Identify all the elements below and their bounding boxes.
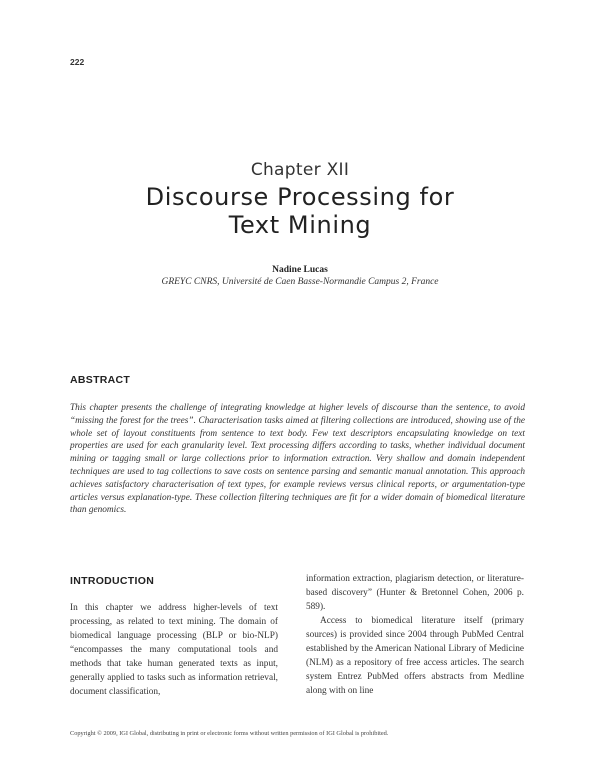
right-column-paragraph-2: Access to biomedical literature itself (primary sources) is provided since 2004 through PubMed Central established by the American National Library of Medicine (NLM) as a repository of free access articles. The search system Entrez PubMed offers abstracts from Medline along with on line [306, 616, 524, 696]
chapter-title-line-2: Text Mining [228, 211, 372, 239]
chapter-title-line-1: Discourse Processing for [145, 183, 455, 211]
right-column-paragraph-1: information extraction, plagiarism detection, or literature-based discovery” (Hunter & Bretonnel Cohen, 2006 p. 589). [306, 574, 524, 612]
introduction-right-column [306, 572, 524, 698]
chapter-number: Chapter XII [250, 160, 350, 180]
copyright-notice: Copyright © 2009, IGI Global, distributing in print or electronic forms without written permission of IGI Global is prohibited. [70, 730, 389, 737]
author-name: Nadine Lucas [272, 265, 328, 275]
author-affiliation: GREYC CNRS, Université de Caen Basse-Normandie Campus 2, France [161, 277, 439, 287]
introduction-left-column: In this chapter we address higher-levels of text processing, as related to text mining. The domain of biomedical language processing (BLP or bio-NLP) “encompasses the many computational tools and methods that take human generated texts as input, generally applied to tasks such as information retrieval, document classification, [70, 603, 278, 697]
abstract-text: This chapter presents the challenge of integrating knowledge at higher levels of discourse than the sentence, to avoid “missing the forest for the trees”. Characterisation tasks aimed at filtering collections are introduced, showing use of the whole set of layout constituents from sentence to text body. Few text descriptors encapsulating knowledge on text properties are used for each granularity level. Text processing differs according to tasks, whether individual document mining or tagging small or large collections prior to information extraction. Very shallow and domain independent techniques are used to tag collections to save costs on sentence parsing and semantic manual annotation. This approach achieves satisfactory characterisation of text types, for example reviews versus clinical reports, or argumentation-type articles versus explanation-type. These collection filtering techniques are fit for a wider domain of biomedical literature than genomics. [70, 403, 525, 516]
abstract-heading: ABSTRACT [70, 374, 131, 386]
introduction-heading: INTRODUCTION [70, 575, 155, 587]
chapter-title [0, 183, 600, 239]
page-number: 222 [70, 57, 85, 67]
